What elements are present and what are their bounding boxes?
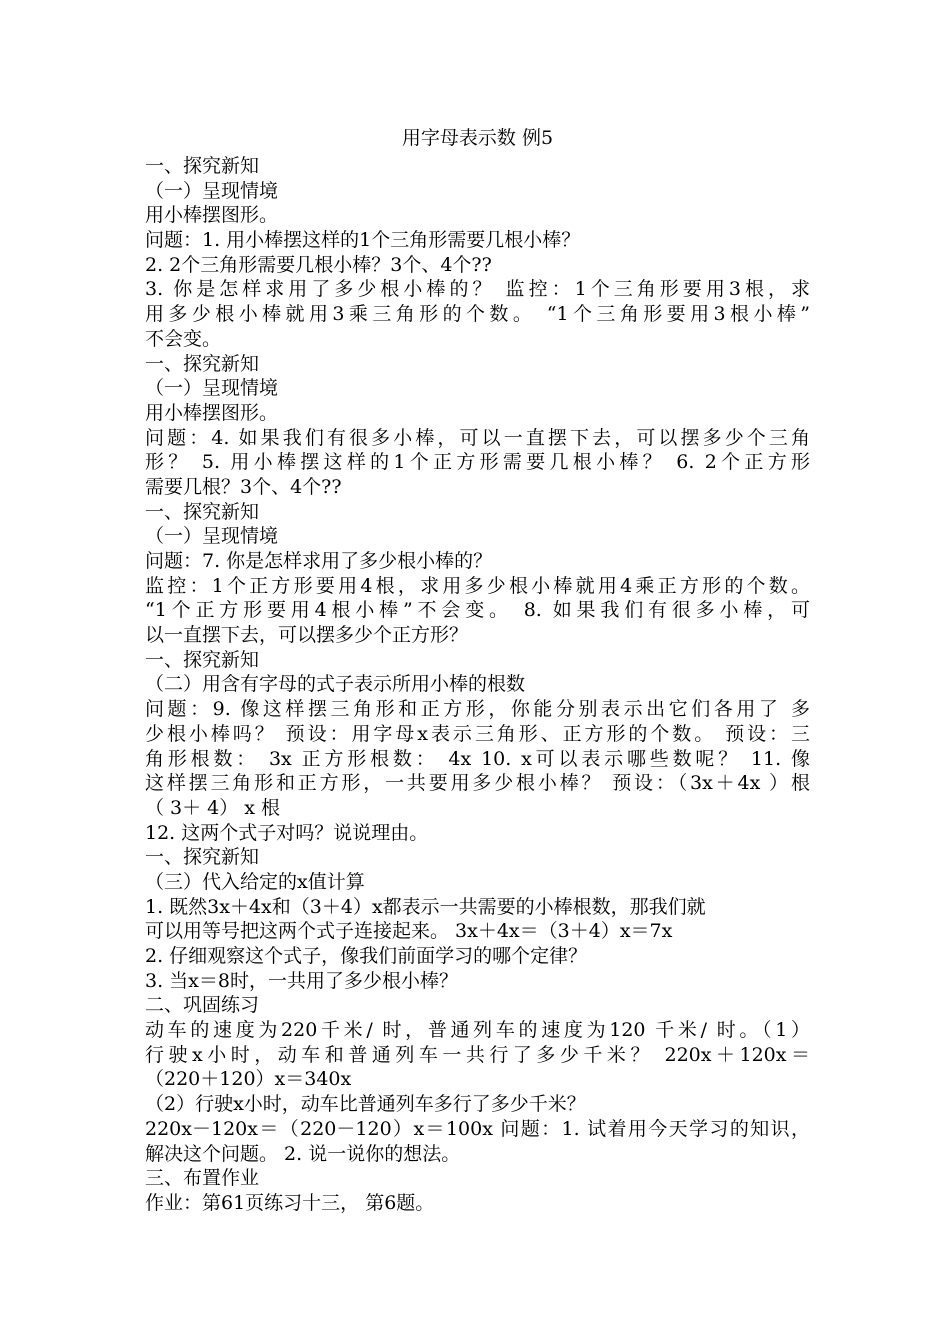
text-line: 问题：7. 你是怎样求用了多少根小棒的？ [145,550,493,572]
text-line: 2. 2个三角形需要几根小棒？3个、4个?? [145,253,492,276]
section-heading: 一、探究新知 [145,500,260,523]
text-line: （220＋120）x＝340x [145,1068,352,1091]
text-line: 问题：1. 用小棒摆这样的1个三角形需要几根小棒？ [145,229,581,252]
text-line: 2. 仔细观察这个式子，像我们前面学习的哪个定律？ [145,945,588,967]
subsection-heading: （二）用含有字母的式子表示所用小棒的根数 [145,673,526,696]
text-line: 形？ 5. 用小棒摆这样的1个正方形需要几根小棒？ 6. 2个正方形 [145,451,810,474]
text-line: 这样摆三角形和正方形，一共要用多少根小棒？ 预设：（3x＋4x ）根 [145,772,810,795]
text-line: 3. 当x＝8时，一共用了多少根小棒？ [145,969,458,992]
text-line: 用小棒摆图形。 [145,401,279,424]
text-line: 少根小棒吗？ 预设：用字母x表示三角形、正方形的个数。 预设：三 [145,722,810,745]
subsection-heading: （一）呈现情境 [145,525,279,548]
subsection-heading: （一）呈现情境 [145,179,279,202]
section-heading: 一、探究新知 [145,352,260,375]
subsection-heading: （三）代入给定的x值计算 [145,870,365,893]
text-line: 12. 这两个式子对吗？说说理由。 [145,821,429,844]
text-line: 解决这个问题。 2. 说一说你的想法。 [145,1142,461,1165]
text-line: 监控：1个正方形要用4根，求用多少根小棒就用4乘正方形的个数。 [145,574,810,597]
text-line: 用多少根小棒就用3乘三角形的个数。 “1个三角形要用3根小棒” [145,303,810,326]
text-line: 作业：第61页练习十三， 第6题。 [145,1191,435,1214]
text-line: 220x－120x＝（220－120）x＝100x 问题：1. 试着用今天学习的知识， [145,1117,810,1140]
text-line: 角形根数： 3x 正方形根数： 4x 10. x可以表示哪些数呢？ 11. 像 [145,747,810,770]
text-line: 用小棒摆图形。 [145,204,279,227]
text-line: 问题：9. 像这样摆三角形和正方形，你能分别表示出它们各用了 多 [145,698,810,721]
text-line: （2）行驶x小时，动车比普通列车多行了多少千米？ [145,1093,586,1116]
section-heading: 一、探究新知 [145,648,260,671]
text-line: 3. 你是怎样求用了多少根小棒的？ 监控：1个三角形要用3根，求 [145,278,810,301]
section-heading: 二、巩固练习 [145,994,260,1017]
text-line: 行驶x小时，动车和普通列车一共行了多少千米？ 220x＋120x＝ [145,1043,810,1066]
text-line: “1个正方形要用4根小棒”不会变。 8. 如果我们有很多小棒，可 [145,599,810,622]
document-page [145,122,810,1216]
text-line: 可以用等号把这两个式子连接起来。 3x＋4x＝（3＋4）x＝7x [145,920,673,943]
section-heading: 一、探究新知 [145,155,260,177]
section-heading: 一、探究新知 [145,846,260,869]
section-heading: 三、布置作业 [145,1167,260,1190]
text-line: 以一直摆下去，可以摆多少个正方形？ [145,624,469,647]
text-line: 需要几根？3个、4个?? [145,475,342,498]
text-line: 动车的速度为220千米/ 时，普通列车的速度为120 千米/ 时。（1） [145,1019,810,1042]
text-line: 不会变。 [145,327,222,350]
text-line: 问题：4. 如果我们有很多小棒，可以一直摆下去，可以摆多少个三角 [145,426,810,449]
text-line: 1. 既然3x＋4x和（3＋4）x都表示一共需要的小棒根数，那我们就 [145,895,706,918]
document-title: 用字母表示数 例5 [401,127,554,149]
text-line: （ 3＋ 4） x 根 [145,796,281,819]
subsection-heading: （一）呈现情境 [145,377,279,400]
